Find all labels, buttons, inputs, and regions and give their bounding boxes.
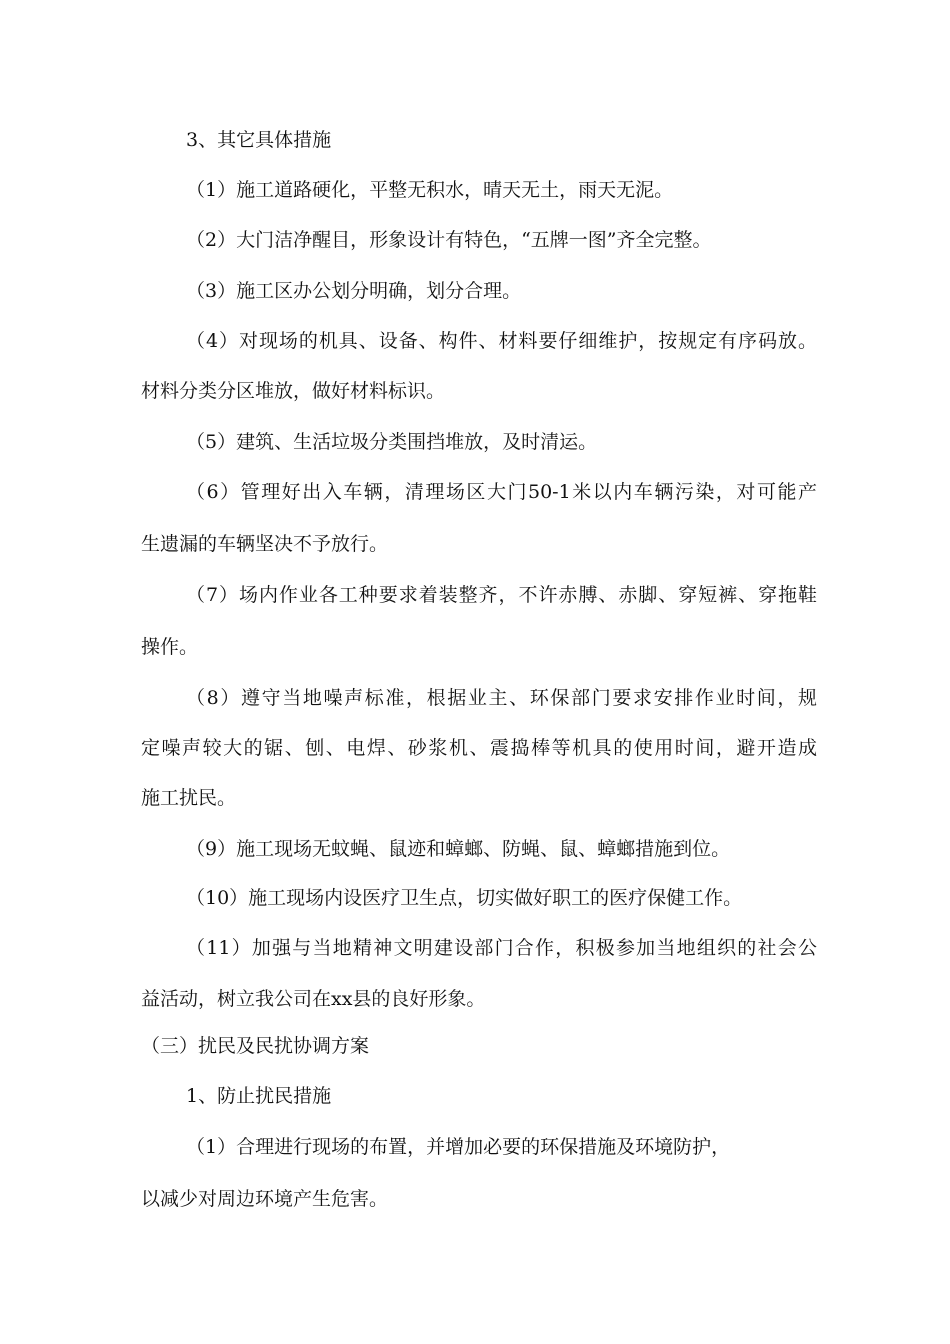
paragraph-line: （11）加强与当地精神文明建设部门合作，积极参加当地组织的社会公 — [186, 937, 817, 959]
paragraph-line: （8）遵守当地噪声标准，根据业主、环保部门要求安排作业时间，规 — [186, 687, 817, 709]
paragraph-line: （7）场内作业各工种要求着装整齐，不许赤膊、赤脚、穿短裤、穿拖鞋 — [186, 584, 817, 606]
section-heading: （三）扰民及民扰协调方案 — [141, 1035, 370, 1057]
paragraph-line: （4）对现场的机具、设备、构件、材料要仔细维护，按规定有序码放。 — [186, 330, 817, 352]
paragraph-line: 施工扰民。 — [141, 787, 237, 809]
paragraph-line: 操作。 — [141, 636, 199, 658]
paragraph-line: （2）大门洁净醒目，形象设计有特色，“五牌一图”齐全完整。 — [186, 229, 712, 251]
paragraph-line: （9）施工现场无蚊蝇、鼠迹和蟑螂、防蝇、鼠、蟑螂措施到位。 — [186, 838, 731, 860]
paragraph-line: 益活动，树立我公司在xx县的良好形象。 — [141, 988, 486, 1010]
paragraph-line: 材料分类分区堆放，做好材料标识。 — [141, 380, 446, 402]
paragraph-line: 以减少对周边环境产生危害。 — [141, 1188, 389, 1210]
paragraph-line: 生遗漏的车辆坚决不予放行。 — [141, 533, 389, 555]
paragraph-line: （3）施工区办公划分明确，划分合理。 — [186, 280, 522, 302]
paragraph-line: （10）施工现场内设医疗卫生点，切实做好职工的医疗保健工作。 — [186, 887, 743, 909]
paragraph-line: （1）合理进行现场的布置，并增加必要的环保措施及环境防护， — [186, 1136, 731, 1158]
subheading-prevent-disturbance: 1、防止扰民措施 — [186, 1085, 332, 1107]
paragraph-line: （6）管理好出入车辆，清理场区大门50-1米以内车辆污染，对可能产 — [186, 481, 817, 503]
subheading-other-measures: 3、其它具体措施 — [186, 129, 332, 151]
paragraph-line: （5）建筑、生活垃圾分类围挡堆放，及时清运。 — [186, 431, 598, 453]
paragraph-line: （1）施工道路硬化，平整无积水，晴天无土，雨天无泥。 — [186, 179, 674, 201]
paragraph-line: 定噪声较大的锯、刨、电焊、砂浆机、震捣棒等机具的使用时间，避开造成 — [141, 737, 817, 759]
